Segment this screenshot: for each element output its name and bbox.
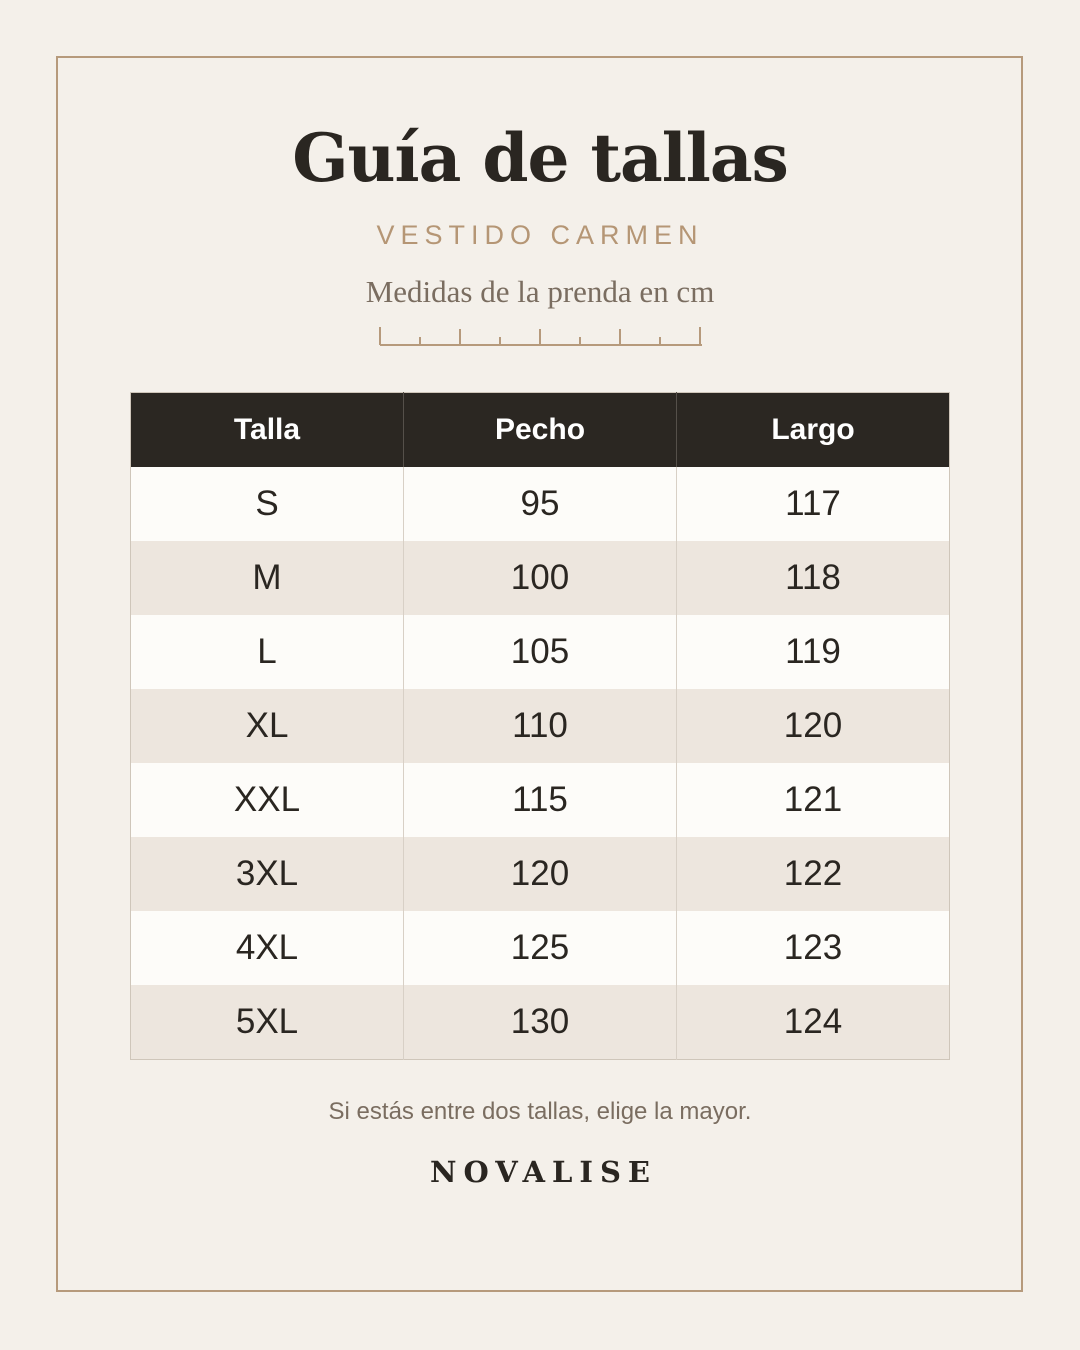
table-row: [131, 985, 950, 1060]
chest-cell: 100: [404, 541, 677, 615]
size-cell: S: [131, 467, 404, 541]
table-row: [131, 615, 950, 689]
length-cell: 124: [677, 985, 950, 1060]
table-row: [131, 837, 950, 911]
ruler-icon: [378, 324, 704, 348]
length-cell: 123: [677, 911, 950, 985]
chest-cell: 95: [404, 467, 677, 541]
size-chart-table: [130, 392, 950, 1060]
size-cell: M: [131, 541, 404, 615]
brand-logo: NOVALISE: [429, 1155, 657, 1189]
chest-cell: 130: [404, 985, 677, 1060]
product-name: VESTIDO CARMEN: [376, 220, 704, 250]
size-cell: XXL: [131, 763, 404, 837]
table-header-row: [131, 393, 950, 468]
chest-cell: 110: [404, 689, 677, 763]
chest-cell: 105: [404, 615, 677, 689]
sizing-tip: Si estás entre dos tallas, elige la mayor.: [328, 1098, 752, 1125]
chest-cell: 125: [404, 911, 677, 985]
table-row: [131, 763, 950, 837]
size-cell: XL: [131, 689, 404, 763]
table-row: [131, 467, 950, 541]
length-cell: 117: [677, 467, 950, 541]
table-row: [131, 689, 950, 763]
length-cell: 118: [677, 541, 950, 615]
table-row: [131, 541, 950, 615]
length-cell: 121: [677, 763, 950, 837]
size-cell: L: [131, 615, 404, 689]
size-cell: 3XL: [131, 837, 404, 911]
length-cell: 122: [677, 837, 950, 911]
length-cell: 120: [677, 689, 950, 763]
page-title: Guía de tallas: [292, 119, 788, 197]
size-cell: 4XL: [131, 911, 404, 985]
length-cell: 119: [677, 615, 950, 689]
column-header-size: Talla: [131, 393, 404, 468]
chest-cell: 120: [404, 837, 677, 911]
chest-cell: 115: [404, 763, 677, 837]
size-cell: 5XL: [131, 985, 404, 1060]
column-header-chest: Pecho: [404, 393, 677, 468]
column-header-length: Largo: [677, 393, 950, 468]
units-caption: Medidas de la prenda en cm: [365, 274, 715, 309]
table-row: [131, 911, 950, 985]
